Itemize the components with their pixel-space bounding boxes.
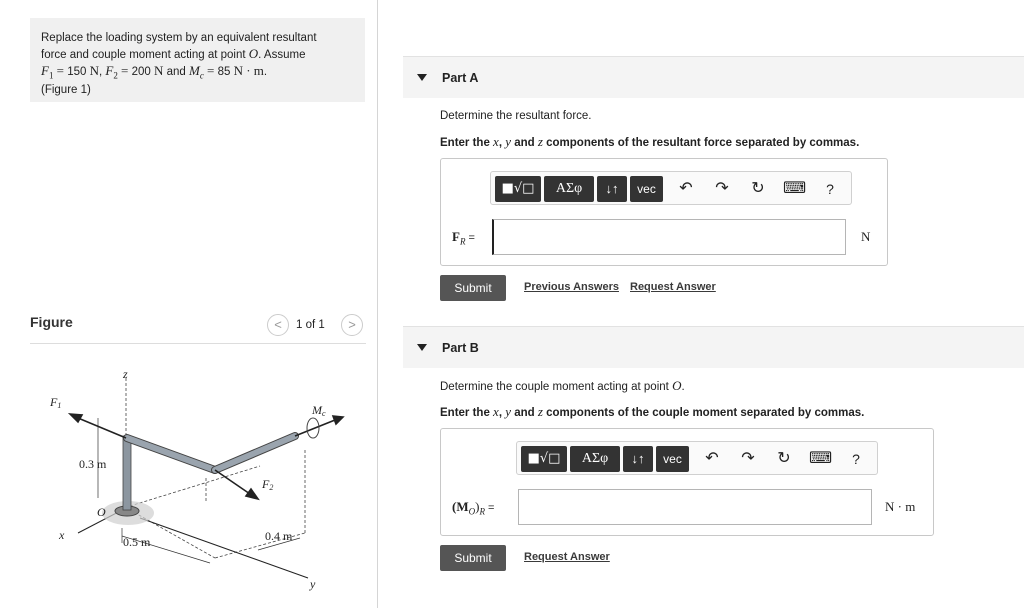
help-icon[interactable]: ?: [852, 451, 860, 467]
force-unit: N: [861, 229, 871, 244]
force-arrows: [70, 414, 343, 499]
part-b-submit-button[interactable]: Submit: [440, 545, 506, 571]
help-icon[interactable]: ?: [826, 181, 834, 197]
figure-pager-count: 1 of 1: [296, 319, 325, 331]
label-y: y: [310, 577, 316, 591]
chevron-left-icon[interactable]: <: [267, 314, 289, 336]
label-F2: F2: [262, 477, 274, 492]
reset-icon[interactable]: ↻: [751, 180, 765, 197]
point-symbol: O: [248, 46, 259, 61]
part-b-question: Determine the couple moment acting at point O.: [440, 378, 685, 393]
part-a-instruction: Enter the x, y and z components of the resultant force separated by commas.: [440, 134, 860, 149]
F2-value: 200: [131, 66, 151, 78]
label-0-5m: 0.5 m: [123, 535, 151, 549]
arrows-button[interactable]: ↓↑: [623, 446, 653, 472]
couple-moment-label: $(M_O)_R$ =: [452, 499, 495, 517]
arrows-button[interactable]: ↓↑: [597, 176, 627, 202]
label-0-4m: 0.4 m: [265, 529, 293, 543]
vertical-pipe: [123, 436, 131, 510]
column-divider: [377, 0, 378, 608]
label-z: z: [123, 367, 128, 381]
part-a-header[interactable]: [403, 56, 1024, 98]
label-F1: F1: [50, 395, 62, 410]
problem-line-2: force and couple moment acting at point O. Assume: [41, 46, 306, 61]
part-a-submit-button[interactable]: Submit: [440, 275, 506, 301]
part-a-question: Determine the resultant force.: [440, 110, 592, 122]
greek-symbols-button[interactable]: ΑΣφ: [544, 176, 594, 202]
label-Mc: Mc: [312, 403, 326, 418]
templates-button[interactable]: ■√□: [495, 176, 541, 202]
greek-symbols-button[interactable]: ΑΣφ: [570, 446, 620, 472]
undo-icon[interactable]: ↶: [679, 180, 693, 197]
undo-icon[interactable]: ↶: [705, 450, 719, 467]
math-toolbar: [516, 441, 878, 475]
part-b-header[interactable]: [403, 326, 1024, 368]
F1-value: 150: [67, 66, 87, 78]
part-a-request-answer-link[interactable]: Request Answer: [630, 281, 716, 293]
caret-down-icon: [417, 74, 427, 81]
part-a-answer-box: [440, 158, 888, 266]
vector-button[interactable]: vec: [656, 446, 689, 472]
label-O: O: [97, 505, 106, 519]
problem-values: $F_1 = 150$ N, $F_2 = 200$ N and $M_c = 85$ N · m.: [41, 63, 268, 81]
figure-link[interactable]: (Figure 1): [41, 84, 91, 97]
figure-diagram: [30, 358, 365, 603]
part-b-title: Part B: [442, 341, 479, 355]
figure-title: Figure: [30, 314, 73, 330]
resultant-force-label: $F_R$ =: [452, 229, 475, 247]
caret-down-icon: [417, 344, 427, 351]
couple-moment-input[interactable]: [518, 489, 872, 525]
vector-button[interactable]: vec: [630, 176, 663, 202]
moment-unit: N · m: [885, 499, 916, 514]
label-x: x: [59, 528, 65, 542]
redo-icon[interactable]: ↷: [741, 450, 755, 467]
templates-button[interactable]: ■√□: [521, 446, 567, 472]
keyboard-icon[interactable]: ⌨: [783, 180, 807, 197]
keyboard-icon[interactable]: ⌨: [809, 450, 833, 467]
horizontal-pipe: [127, 438, 215, 470]
problem-line-1: Replace the loading system by an equivalent resultant: [41, 32, 317, 44]
problem-statement: [30, 18, 365, 102]
chevron-right-icon[interactable]: >: [341, 314, 363, 336]
figure-header: [30, 312, 366, 344]
resultant-force-input[interactable]: [492, 219, 846, 255]
part-a-title: Part A: [442, 71, 479, 85]
math-toolbar: [490, 171, 852, 205]
redo-icon[interactable]: ↷: [715, 180, 729, 197]
label-height: 0.3 m: [79, 457, 107, 471]
reset-icon[interactable]: ↻: [777, 450, 791, 467]
Mc-value: 85: [217, 66, 231, 78]
part-b-instruction: Enter the x, y and z components of the couple moment separated by commas.: [440, 404, 865, 419]
previous-answers-link[interactable]: Previous Answers: [524, 281, 619, 293]
part-b-request-answer-link[interactable]: Request Answer: [524, 551, 610, 563]
part-b-answer-box: [440, 428, 934, 536]
angled-pipe: [215, 436, 295, 470]
